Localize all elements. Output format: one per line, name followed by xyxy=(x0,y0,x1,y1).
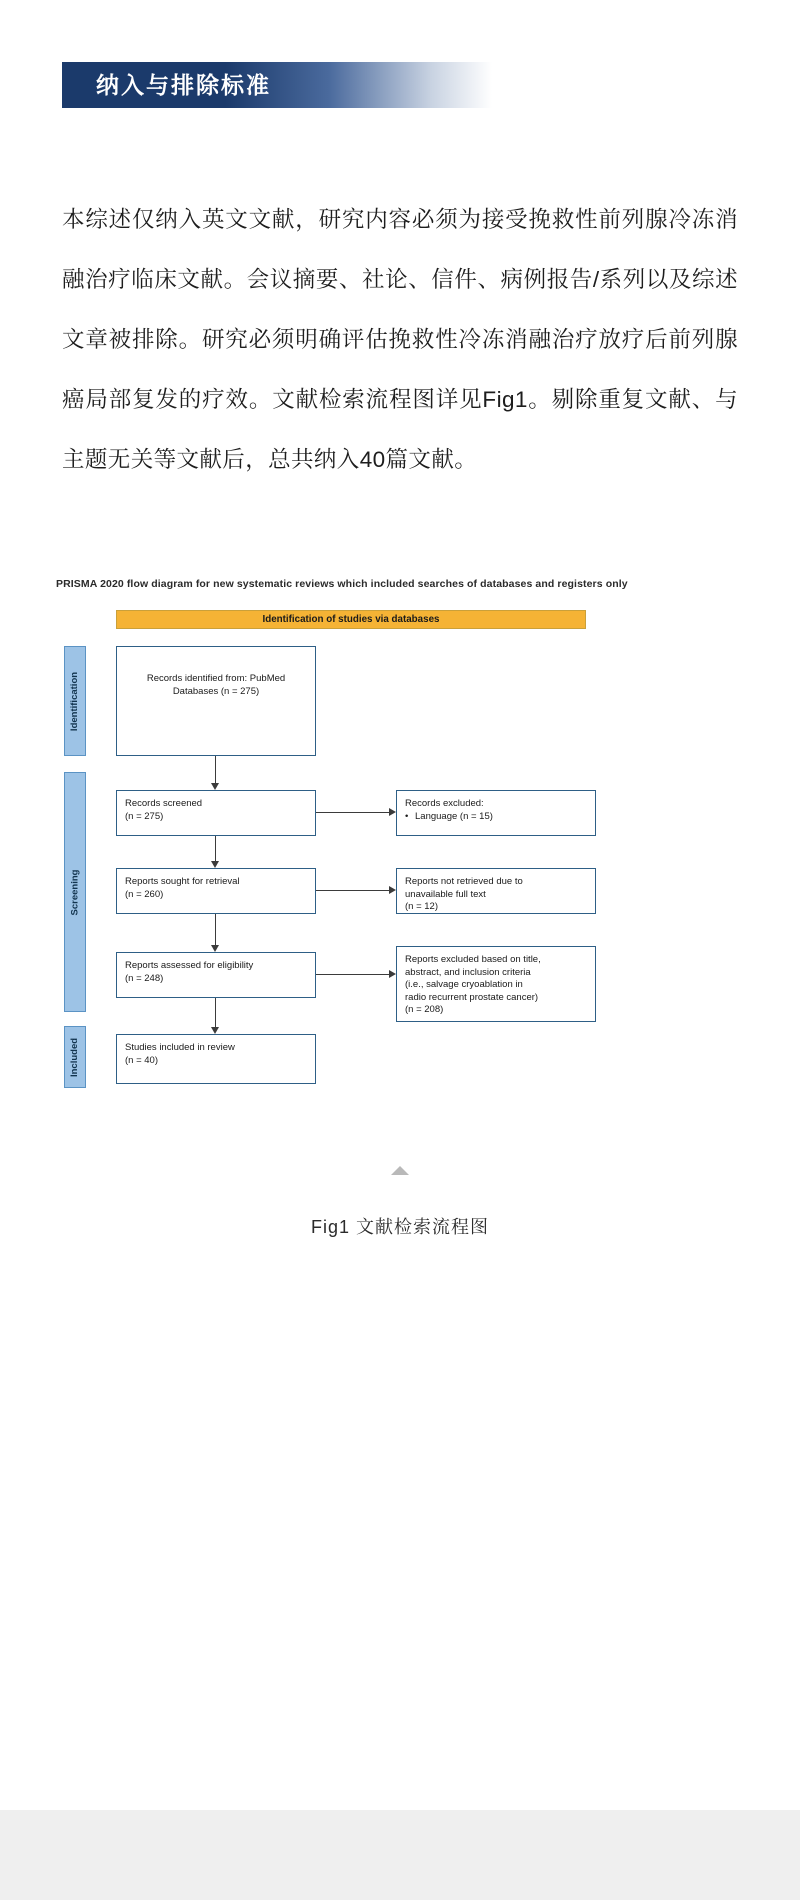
box-reports-excluded-criteria-line2: abstract, and inclusion criteria xyxy=(405,966,531,978)
box-records-identified xyxy=(116,646,316,756)
heading-title: 纳入与排除标准 xyxy=(96,72,271,98)
box-records-screened-line1: Records screened xyxy=(125,798,203,809)
box-reports-assessed-line2: (n = 248) xyxy=(125,972,164,984)
arrow-sought-assessed xyxy=(211,945,219,952)
connector-identified-screened xyxy=(215,756,216,783)
box-records-identified-line2: Databases (n = 275) xyxy=(172,685,260,697)
section-heading xyxy=(62,62,492,108)
body-paragraph: 本综述仅纳入英文文献，研究内容必须为接受挽救性前列腺冷冻消融治疗临床文献。会议摘要、社论、信件、病例报告/系列以及综述文章被排除。研究必须明确评估挽救性冷冻消融治疗放疗后前列腺癌局部复发的疗效。文献检索流程图详见Fig1。剔除重复文献、与主题无关等文献后，总共纳入40篇文献。 xyxy=(62,207,738,472)
arrow-screened-excluded xyxy=(389,808,396,816)
box-records-excluded xyxy=(396,790,596,836)
connector-assessed-excludedcriteria xyxy=(316,974,389,975)
box-studies-included-line2: (n = 40) xyxy=(125,1054,159,1066)
stage-text-screening: Screening xyxy=(69,869,81,915)
connector-assessed-included xyxy=(215,998,216,1027)
box-reports-not-retrieved-line3: (n = 12) xyxy=(405,901,439,912)
connector-screened-sought xyxy=(215,836,216,861)
box-records-screened xyxy=(116,790,316,836)
arrow-assessed-excludedcriteria xyxy=(389,970,396,978)
box-reports-not-retrieved-line2: unavailable full text xyxy=(405,888,486,900)
prisma-diagram-title: PRISMA 2020 flow diagram for new systematic reviews which included searches of databases and registers only xyxy=(56,578,628,590)
figure-block xyxy=(0,578,800,1239)
box-records-identified-line1: Records identified from: PubMed xyxy=(146,673,286,684)
stage-label-identification xyxy=(64,646,86,756)
box-reports-sought-line1: Reports sought for retrieval xyxy=(125,876,240,887)
stage-label-included xyxy=(64,1026,86,1088)
box-reports-excluded-criteria-line1: Reports excluded based on title, xyxy=(405,954,541,965)
identification-band: Identification of studies via databases xyxy=(116,610,586,629)
box-studies-included xyxy=(116,1034,316,1084)
arrow-identified-screened xyxy=(211,783,219,790)
box-studies-included-line1: Studies included in review xyxy=(125,1042,235,1053)
box-reports-not-retrieved-line1: Reports not retrieved due to xyxy=(405,876,523,887)
box-reports-excluded-criteria xyxy=(396,946,596,1022)
box-records-excluded-item1: • Language (n = 15) xyxy=(405,810,493,822)
prisma-flow-diagram xyxy=(56,604,756,1104)
box-reports-sought xyxy=(116,868,316,914)
figure-caption: Fig1 文献检索流程图 xyxy=(310,1217,490,1237)
box-reports-assessed xyxy=(116,952,316,998)
bottom-strip xyxy=(0,1810,800,1900)
bullet-icon: • xyxy=(405,810,409,822)
box-reports-excluded-criteria-line5: (n = 208) xyxy=(405,1004,444,1015)
collapse-caret-icon[interactable] xyxy=(391,1166,409,1175)
arrow-sought-notretrieved xyxy=(389,886,396,894)
box-reports-excluded-criteria-line3: (i.e., salvage cryoablation in xyxy=(405,979,523,990)
connector-sought-notretrieved xyxy=(316,890,389,891)
stage-label-screening xyxy=(64,772,86,1012)
box-records-screened-line2: (n = 275) xyxy=(125,810,164,822)
connector-sought-assessed xyxy=(215,914,216,945)
box-reports-sought-line2: (n = 260) xyxy=(125,888,164,900)
stage-text-identification: Identification xyxy=(69,671,81,731)
arrow-assessed-included xyxy=(211,1027,219,1034)
box-reports-excluded-criteria-line4: radio recurrent prostate cancer) xyxy=(405,991,539,1003)
stage-text-included: Included xyxy=(69,1037,81,1077)
connector-screened-excluded xyxy=(316,812,389,813)
box-reports-not-retrieved xyxy=(396,868,596,914)
box-records-excluded-title: Records excluded: xyxy=(405,798,484,809)
box-reports-assessed-line1: Reports assessed for eligibility xyxy=(125,960,254,971)
arrow-screened-sought xyxy=(211,861,219,868)
